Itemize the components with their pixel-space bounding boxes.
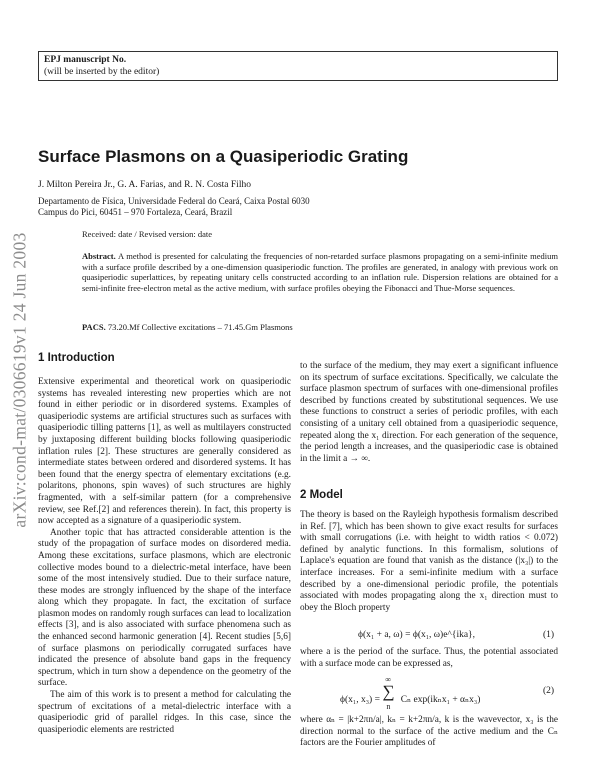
model-paragraph-3-block <box>300 715 558 750</box>
paper-title: Surface Plasmons on a Quasiperiodic Grating <box>38 147 409 166</box>
model-paragraph-1: The theory is based on the Rayleigh hypothesis formalism described in Ref. [7], which has been shown to give exact results for surfaces with small corrugations (i.e. with height to width ratios < 0.072) defined by analytic functions. In this formalism, solutions of Laplace's equation are found that vanish as the distance (|x₃|) to the interface increases. For a semi-infinite medium with a surface described by a one-dimensional periodic profile, the potentials associated with modes propagating along the x₁ direction must to obey the Bloch property <box>300 510 558 613</box>
abstract <box>82 251 558 293</box>
sum-upper-limit: ∞ <box>385 675 392 684</box>
model-paragraph-1-block <box>300 510 558 614</box>
abstract-text: A method is presented for calculating the frequencies of non-retarded surface plasmons propagating on a semi-infinite medium with a surface profile described by a one-dimension quasiperiodic function. The profiles are generated, in analogy with previous work on quasiperiodic superlattices, by repeating unitary cells constructed according to an inflation rule. Dispersion relations are obtained for a semi-infinite free-electron metal as the active medium, with surface profiles obeying the Fibonacci and Thue-Morse sequences. <box>82 251 558 293</box>
arxiv-sidebar <box>2 210 38 550</box>
model-paragraph-3: where αₙ = |k+2πn/a|, kₙ = k+2πn/a, k is the wavevector, x₃ is the direction normal to the surface of the active medium and the Cₙ factors are the Fourier amplitudes of <box>300 715 558 749</box>
intro-paragraph-2: Another topic that has attracted considerable attention is the study of the propagation of surface modes on disordered media. Among these excitations, surface plasmons, which are electronic collective modes bound to a dielectric-metal interface, have been some of the most intensively studied. Due to their surface nature, these modes are strongly influenced by the shape of the interface along which they propagate. In fact, the excitation of surface plasmon modes on randomly rough surfaces can lead to localization effects [3], and is also associated with surface phenomena such as the enhanced second harmonic generation [4]. Recent studies [5,6] of surface plasmons on periodically corrugated surfaces have indicated the presence of absolute band gaps in the frequency spectrum, which in turn show a dependence on the geometry of the surface. <box>38 527 291 689</box>
manuscript-label: EPJ manuscript No. <box>44 55 127 65</box>
equation-1-number: (1) <box>543 630 555 640</box>
summation <box>382 675 398 714</box>
intro-paragraph-1: Extensive experimental and theoretical work on quasiperiodic systems has revealed interesting new properties which are not found in either periodic or in disordered systems. Examples of quasiperiodic systems are artificial structures such as surfaces with quasiperiodic tilling patterns [1], as well as multilayers constructed by juxtaposing different building blocks following quasiperiodic inflation rules [2]. These structures are generally considered as intermediate states between ordered and disordered systems. It has been found that the energy spectra of elementary excitations (e.g. polaritons, phonons, spin waves) of such structures are highly fragmented, with a self-similar pattern (for a comprehensive review, see Ref.[2] and references therein). In fact, this property is now accepted as a signature of a quasiperiodic system. <box>38 377 291 527</box>
model-paragraph-2: where a is the period of the surface. Thus, the potential associated with a surface mode can be expressed as, <box>300 647 558 669</box>
pacs-text: 73.20.Mf Collective excitations – 71.45.Gm Plasmons <box>107 322 293 332</box>
abstract-label: Abstract. <box>82 251 116 261</box>
pacs-label: PACS. <box>82 322 106 332</box>
affiliation-line-1: Departamento de Física, Universidade Federal do Ceará, Caixa Postal 6030 <box>38 196 310 206</box>
equation-2-lhs: ϕ(x₁, x₃) = <box>340 695 380 706</box>
model-paragraph-2-block <box>300 647 558 670</box>
equation-2 <box>340 675 481 714</box>
manuscript-header-box <box>38 51 558 81</box>
equation-1: ϕ(x₁ + a, ω) = ϕ(x₁, ω)e^{ika}, <box>358 630 475 640</box>
affiliation <box>38 196 310 218</box>
received-date: Received: date / Revised version: date <box>82 229 213 239</box>
equation-2-rhs: Cₙ exp(ikₙx₁ + αₙx₃) <box>400 695 481 706</box>
editor-note: (will be inserted by the editor) <box>44 67 160 77</box>
intro-paragraph-continued: to the surface of the medium, they may exert a significant influence on its spectrum of surface excitations. Specifically, we calculate the surface plasmon spectrum of surfaces with one-dimensional profiles described by functions created by substitutional sequences. We use these functions to construct a series of periodic profiles, with each consisting of a unitary cell obtained from a quasiperiodic sequence, repeated along the x₁ direction. For each generation of the sequence, the period length a increases, and the quasiperiodic case is obtained in the limit a → ∞. <box>300 361 558 464</box>
section-heading-introduction: 1 Introduction <box>38 352 115 364</box>
equation-2-number: (2) <box>543 686 555 696</box>
section-heading-model: 2 Model <box>300 489 343 501</box>
intro-paragraph-3: The aim of this work is to present a method for calculating the spectrum of excitations of a metal-dielectric interface with a quasiperiodic grid of parallel ridges. In this case, since the quasiperiodic elements are restricted <box>38 690 291 735</box>
sum-lower-limit: n <box>386 702 391 711</box>
left-column <box>38 377 291 736</box>
right-column-intro-continuation <box>300 361 558 465</box>
affiliation-line-2: Campus do Pici, 60451 – 970 Fortaleza, Ceará, Brazil <box>38 207 233 217</box>
sum-symbol: ∑ <box>382 682 395 701</box>
arxiv-identifier[interactable]: arXiv:cond-mat/0306619v1 24 Jun 2003 <box>9 232 30 528</box>
pacs-codes <box>82 322 293 332</box>
author-list: J. Milton Pereira Jr., G. A. Farias, and R. N. Costa Filho <box>38 180 251 190</box>
